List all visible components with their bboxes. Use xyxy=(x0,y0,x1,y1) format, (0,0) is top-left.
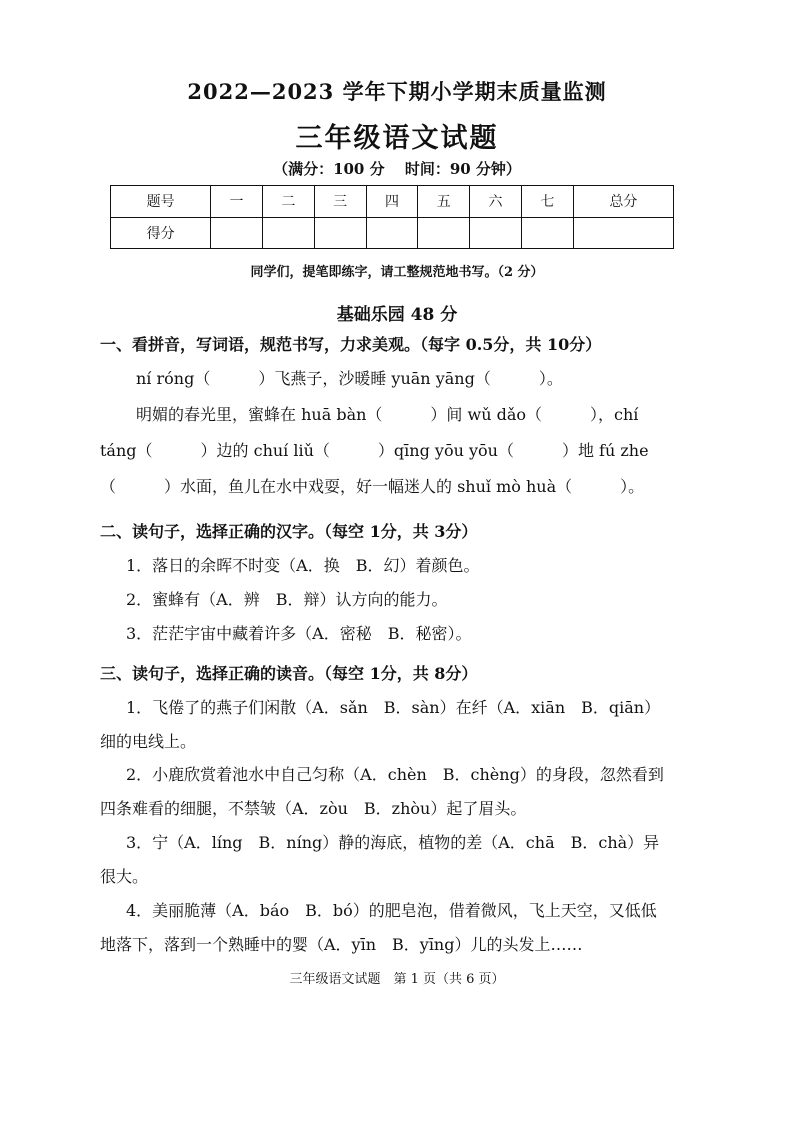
q2-line: 2．蜜蜂有（A．辨 B．辩）认方向的能力。 xyxy=(126,590,448,609)
score-table xyxy=(110,185,674,249)
handwriting-note: 同学们，提笔即练字，请工整规范地书写。（2 分） xyxy=(250,265,544,280)
q3-line: 很大。 xyxy=(100,867,149,886)
q3-line: 2．小鹿欣赏着池水中自己匀称（A．chèn B．chèng）的身段，忽然看到 xyxy=(126,765,664,784)
q3-line: 地落下，落到一个熟睡中的婴（A．yīn B．yīng）儿的头发上…… xyxy=(100,935,583,954)
score-row-label: 得分 xyxy=(111,217,211,249)
score-input-cell[interactable] xyxy=(521,217,573,249)
score-cell: 总分 xyxy=(573,186,673,218)
score-input-cell[interactable] xyxy=(573,217,673,249)
q3-line: 3．宁（A．líng B．níng）静的海底，植物的差（A．chā B．chà）异 xyxy=(126,833,660,852)
score-cell: 题号 xyxy=(111,186,211,218)
q2-heading: 二、读句子，选择正确的汉字。（每空 1分，共 3分） xyxy=(100,522,478,541)
q3-line: 四条难看的细腿，不禁皱（A．zòu B．zhòu）起了眉头。 xyxy=(100,799,527,818)
q1-line: táng（ ）边的 chuí liǔ（ ）qīng yōu yōu（ ）地 fú zhe xyxy=(100,441,649,460)
score-cell: 四 xyxy=(366,186,418,218)
score-cell: 七 xyxy=(521,186,573,218)
q3-line: 1．飞倦了的燕子们闲散（A．sǎn B．sàn）在纤（A．xiān B．qiān） xyxy=(126,698,661,717)
q2-line: 1．落日的余晖不时变（A．换 B．幻）着颜色。 xyxy=(126,556,480,575)
q3-line: 4．美丽脆薄（A．báo B．bó）的肥皂泡，借着微风，飞上天空，又低低 xyxy=(126,901,657,920)
section-title: 基础乐园 48 分 xyxy=(336,305,458,325)
score-input-cell[interactable] xyxy=(262,217,314,249)
score-table-score-row xyxy=(111,217,674,249)
q1-line: 明媚的春光里，蜜蜂在 huā bàn（ ）间 wǔ dǎo（ ），chí xyxy=(136,405,639,424)
score-cell: 六 xyxy=(470,186,522,218)
exam-meta: （满分：100 分 时间：90 分钟） xyxy=(273,160,521,178)
score-input-cell[interactable] xyxy=(211,217,263,249)
q1-line: （ ）水面，鱼儿在水中戏耍，好一幅迷人的 shuǐ mò huà（ ）。 xyxy=(100,477,645,496)
score-table-header-row xyxy=(111,186,674,218)
q3-heading: 三、读句子，选择正确的读音。（每空 1分，共 8分） xyxy=(100,664,478,683)
q3-line: 细的电线上。 xyxy=(100,732,197,751)
score-cell: 三 xyxy=(314,186,366,218)
exam-title: 2022—2023 学年下期小学期末质量监测 xyxy=(187,79,607,104)
page-footer: 三年级语文试题 第 1 页（共 6 页） xyxy=(289,972,505,987)
score-input-cell[interactable] xyxy=(418,217,470,249)
q1-heading: 一、看拼音，写词语，规范书写，力求美观。（每字 0.5分，共 10分） xyxy=(100,335,602,354)
q1-line: ní róng（ ）飞燕子，沙暖睡 yuān yāng（ ）。 xyxy=(136,369,563,388)
score-cell: 一 xyxy=(211,186,263,218)
q2-line: 3．茫茫宇宙中藏着许多（A．密秘 B．秘密）。 xyxy=(126,624,472,643)
exam-subtitle: 三年级语文试题 xyxy=(295,123,499,154)
score-input-cell[interactable] xyxy=(314,217,366,249)
score-cell: 二 xyxy=(262,186,314,218)
score-cell: 五 xyxy=(418,186,470,218)
score-input-cell[interactable] xyxy=(470,217,522,249)
score-input-cell[interactable] xyxy=(366,217,418,249)
